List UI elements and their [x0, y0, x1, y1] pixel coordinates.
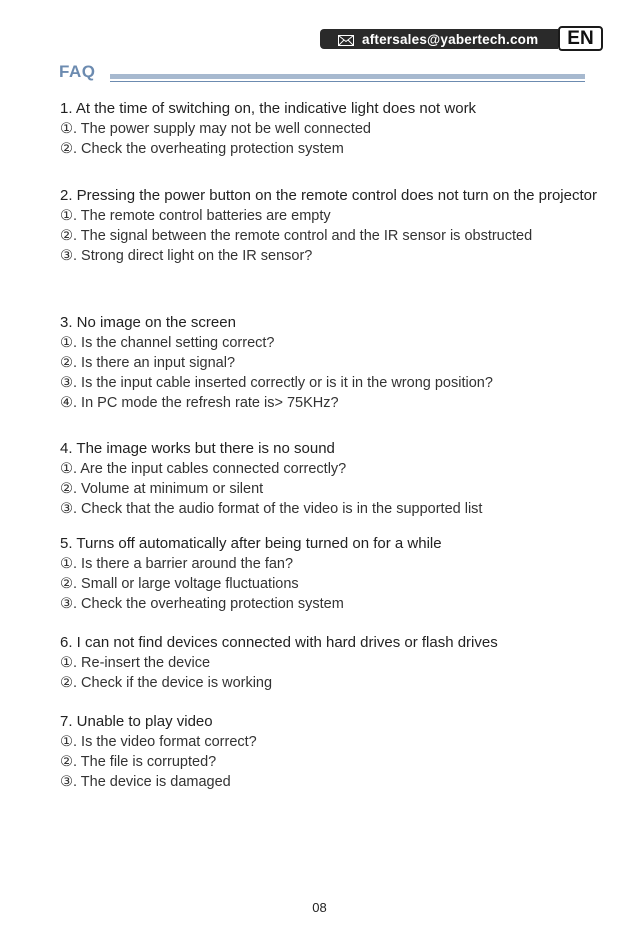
faq-item-2: [60, 186, 600, 266]
faq-question: 5. Turns off automatically after being turned on for a while: [60, 535, 442, 552]
faq-answer: ②. Small or large voltage fluctuations: [60, 575, 299, 592]
faq-answer: ③. The device is damaged: [60, 773, 231, 790]
faq-answer: ③. Check that the audio format of the video is in the supported list: [60, 500, 483, 517]
faq-item-4: [60, 439, 600, 519]
faq-answer: ②. Volume at minimum or silent: [60, 480, 264, 497]
faq-answer: ①. The remote control batteries are empty: [60, 207, 331, 224]
faq-answer: ③. Strong direct light on the IR sensor?: [60, 247, 313, 264]
mail-icon: [338, 34, 354, 45]
page-number: 08: [312, 900, 327, 915]
faq-answer: ②. The file is corrupted?: [60, 753, 217, 770]
faq-answer: ②. Is there an input signal?: [60, 354, 236, 371]
faq-question: 7. Unable to play video: [60, 713, 213, 730]
faq-answer: ③. Check the overheating protection system: [60, 595, 344, 612]
title-rule: [110, 74, 585, 79]
faq-question: 4. The image works but there is no sound: [60, 440, 335, 457]
faq-answer: ①. Re-insert the device: [60, 654, 211, 671]
faq-answer: ③. Is the input cable inserted correctly or is it in the wrong position?: [60, 374, 493, 391]
faq-item-7: [60, 712, 600, 792]
faq-item-6: [60, 633, 600, 693]
faq-question: 3. No image on the screen: [60, 314, 236, 331]
support-email[interactable]: aftersales@yabertech.com: [362, 31, 539, 47]
faq-answer: ①. The power supply may not be well connected: [60, 120, 371, 137]
faq-answer: ①. Is the channel setting correct?: [60, 334, 275, 351]
language-badge: EN: [558, 26, 603, 51]
faq-answer: ①. Is there a barrier around the fan?: [60, 555, 294, 572]
faq-answer: ②. Check the overheating protection system: [60, 140, 344, 157]
faq-answer: ②. The signal between the remote control and the IR sensor is obstructed: [60, 227, 533, 244]
faq-question: 2. Pressing the power button on the remote control does not turn on the projector: [60, 187, 597, 204]
faq-item-1: [60, 99, 600, 159]
faq-question: 6. I can not find devices connected with hard drives or flash drives: [60, 634, 498, 651]
title-rule-line: [110, 81, 585, 82]
faq-answer: ④. In PC mode the refresh rate is> 75KHz?: [60, 394, 339, 411]
page-title: FAQ: [59, 62, 96, 81]
faq-item-3: [60, 313, 600, 413]
faq-item-5: [60, 534, 600, 614]
faq-answer: ①. Are the input cables connected correctly?: [60, 460, 347, 477]
email-banner: [320, 29, 558, 49]
faq-answer: ②. Check if the device is working: [60, 674, 273, 691]
faq-question: 1. At the time of switching on, the indicative light does not work: [60, 100, 477, 117]
faq-answer: ①. Is the video format correct?: [60, 733, 257, 750]
